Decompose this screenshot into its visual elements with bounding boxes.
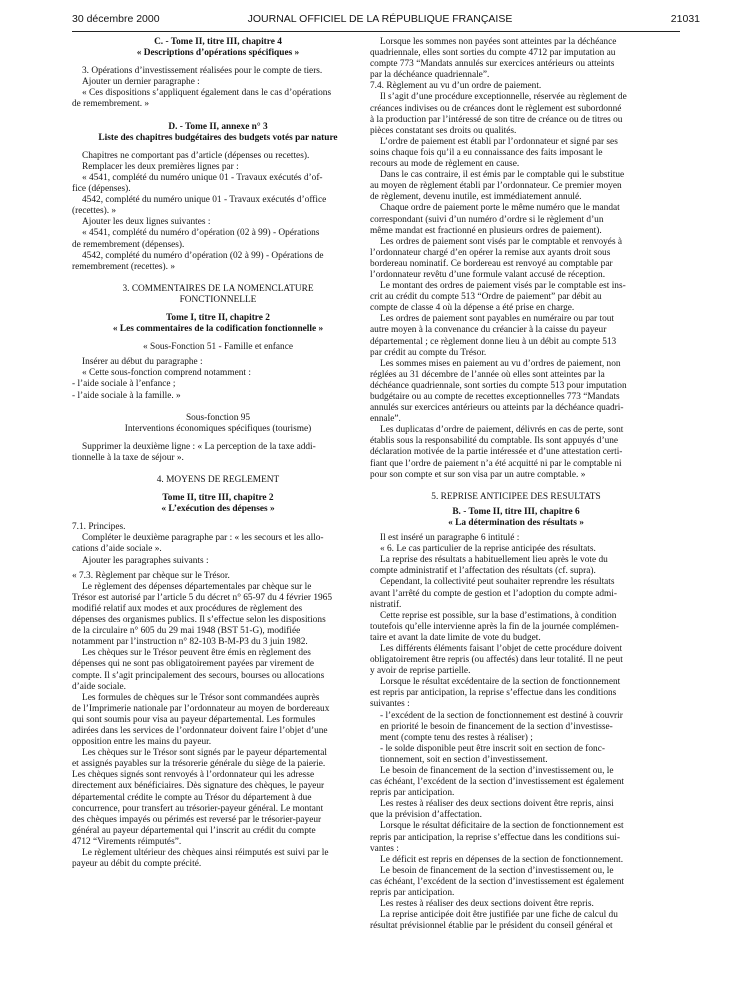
spacer — [72, 515, 364, 522]
section-heading: 4. MOYENS DE RÈGLEMENT — [156, 475, 280, 485]
spacer — [72, 335, 364, 342]
text-line: Le besoin de financement de la section d’investissement ou, le — [380, 766, 614, 776]
spacer — [72, 486, 364, 493]
text-line: - le solde disponible peut être inscrit soit en section de fonc- — [380, 743, 605, 754]
text-line: Les différents éléments faisant l’objet de cette procédure doivent — [380, 643, 623, 654]
text-line: Il est inséré un paragraphe 6 intitulé : — [380, 533, 520, 544]
text-line: l’ordonnateur chargé d’en opérer la remise aux ayants droit sous — [370, 247, 611, 258]
text-line: fiant que l’ordre de paiement n’a été acquitté ni par le comptable ni — [370, 458, 622, 469]
section-heading: B. - Tome II, titre III, chapitre 6 — [452, 506, 580, 517]
section-heading: « Descriptions d’opérations spécifiques » — [136, 48, 300, 59]
text-line: que la prévision d’affectation. — [370, 810, 482, 821]
text-line: par la déchéance quadriennale”. — [370, 70, 490, 81]
text-line: pour son compte et sur son visa par un autre comptable. » — [370, 469, 586, 480]
text-line: des chèques impayés ou périmés est reversé par le trésorier-payeur — [72, 814, 322, 825]
text-line: tionnement, soit en section d’investissement. — [380, 754, 548, 765]
left-column — [72, 37, 364, 870]
text-line: Dans le cas contraire, il est émis par le comptable qui le substitue — [380, 170, 625, 181]
text-line: « Ces dispositions s’appliquent également dans le cas d’opérations — [82, 88, 332, 99]
text-line: général au payeur départemental qui l’inscrit au crédit du compte — [72, 825, 316, 836]
section-heading: Interventions économiques spécifiques (tourisme) — [124, 423, 312, 434]
spacer — [72, 306, 364, 313]
text-line: Ajouter les deux lignes suivantes : — [82, 217, 211, 228]
text-line: « 7.3. Règlement par chèque sur le Trésor. — [72, 570, 230, 581]
text-line: obligatoirement être repris (ou affectés) dans leur totalité. Il ne peut — [370, 655, 623, 666]
text-line: 7.4. Règlement au vu d’un ordre de paiement. — [370, 81, 542, 92]
text-line: et assignés payables sur la trésorerie générale du siège de la paierie. — [72, 759, 326, 770]
text-line: cas échéant, l’excédent de la section d’investissement est également — [370, 777, 624, 788]
text-line: Les ordres de paiement sont payables en numéraire ou par tout — [380, 314, 615, 325]
text-line: départemental ; ce règlement donne lieu à un débit au compte 513 — [370, 336, 617, 347]
section-heading: « L’exécution des dépenses » — [161, 504, 275, 515]
section-heading: 5. REPRISE ANTICIPÉE DES RÉSULTATS — [431, 491, 601, 502]
text-line: Ajouter un dernier paragraphe : — [82, 77, 200, 88]
text-line: 4542, complété du numéro unique 01 - Travaux exécutés d’office — [82, 195, 327, 206]
text-line: crit au crédit du compte 513 “Ordre de paiement” par débit au — [370, 292, 602, 303]
text-line: Les sommes mises en paiement au vu d’ordres de paiement, non — [380, 358, 621, 369]
spacer — [72, 144, 364, 151]
text-line: adirées dans les services de l’ordonnateur doivent faire l’objet d’une — [72, 725, 328, 736]
text-line: Les formules de chèques sur le Trésor sont commandées auprès — [82, 692, 320, 703]
text-line: concurrence, pour transfert au trésorier-payeur général. Le montant — [72, 803, 324, 814]
text-line: Le règlement des dépenses départementales par chèque sur le — [82, 581, 312, 592]
text-line: L’ordre de paiement est établi par l’ordonnateur et signé par ses — [380, 136, 618, 147]
text-line: repris par anticipation. — [370, 888, 455, 899]
text-line: - l’aide sociale à l’enfance ; — [72, 379, 176, 390]
spacer — [72, 59, 364, 66]
text-line: dépenses des organismes publics. Il s’effectue selon les dispositions — [72, 615, 326, 626]
text-line: « 6. Le cas particulier de la reprise anticipée des résultats. — [380, 544, 596, 555]
text-line: Les ordres de paiement sont visés par le comptable et renvoyés à — [380, 236, 623, 247]
text-line: Cependant, la collectivité peut souhaiter reprendre les résultats — [380, 577, 615, 588]
text-line: Compléter le deuxième paragraphe par : « les secours et les allo- — [82, 533, 324, 544]
text-line: opposition entre les mains du payeur. — [72, 737, 212, 748]
text-line: Les restes à réaliser des deux sections doivent être repris, ainsi — [380, 799, 614, 810]
text-line: suivantes : — [370, 699, 410, 710]
section-heading: « Sous-Fonction 51 - Famille et enfance — [143, 342, 293, 353]
section-heading: FONCTIONNELLE — [179, 294, 257, 305]
text-line: d’aide sociale. — [72, 681, 126, 692]
text-line: de remembrement. » — [72, 99, 150, 110]
section-heading: D. - Tome II, annexe n° 3 — [168, 121, 268, 132]
text-line: Trésor est autorisé par l’article 5 du décret n° 65-97 du 4 février 1965 — [72, 592, 333, 603]
text-line: 3. Opérations d’investissement réalisées pour le compte de tiers. — [82, 66, 323, 77]
text-line: - l’excédent de la section de fonctionnement est destiné à couvrir — [380, 710, 623, 721]
text-line: repris par anticipation. — [370, 788, 455, 799]
text-line: en priorité le besoin de financement de la section d’investisse- — [380, 721, 613, 732]
text-line: Lorsque le résultat excédentaire de la section de fonctionnement — [380, 677, 621, 688]
text-line: ment (compte tenu des restes à réaliser) ; — [380, 732, 533, 743]
text-line: Lorsque les sommes non payées sont atteintes par la déchéance — [380, 37, 617, 47]
text-line: « 4541, complété du numéro d’opération (02 à 99) - Opérations — [82, 228, 320, 239]
text-line: Chapitres ne comportant pas d’article (dépenses ou recettes). — [82, 150, 310, 161]
text-line: Les chèques signés sont renvoyés à l’ordonnateur qui les adresse — [72, 770, 315, 781]
page-header — [0, 13, 752, 29]
text-line: Le déficit est repris en dépenses de la section de fonctionnement. — [380, 854, 624, 865]
header-rule — [72, 31, 680, 32]
text-line: qui sont soumis pour visa au payeur départemental. Les formules — [72, 714, 316, 725]
text-line: directement aux bénéficiaires. Dès signature des chèques, le payeur — [72, 781, 325, 792]
section-heading: Sous-fonction 95 — [185, 412, 251, 423]
text-line: Le règlement ultérieur des chèques ainsi réimputés est suivi par le — [82, 848, 329, 858]
text-line: de la circulaire n° 605 du 29 mai 1948 (BST 51-G), modifiée — [72, 626, 301, 637]
text-line: compte 773 “Mandats annulés sur exercices antérieurs ou atteints — [370, 59, 615, 70]
text-line: payeur au débit du compte précité. — [72, 859, 202, 870]
text-line: vantes : — [370, 843, 399, 854]
text-line: (recettes). » — [72, 206, 117, 217]
text-line: Il s’agit d’une procédure exceptionnelle, réservée au règlement de — [380, 92, 627, 103]
spacer — [72, 111, 364, 122]
text-line: Insérer au début du paragraphe : — [82, 357, 203, 368]
text-line: au moyen de règlement établi par l’ordonnateur. Ce premier moyen — [370, 181, 622, 192]
text-line: pièces constatant ses droits ou qualités. — [370, 125, 517, 136]
text-line: dépenses qui ne sont pas obligatoirement payées par virement de — [72, 659, 315, 670]
text-line: tionnelle à la taxe de séjour ». — [72, 452, 184, 463]
text-line: l’ordonnateur revêtu d’une formule valant accusé de réception. — [370, 269, 606, 280]
text-line: par crédit au compte du Trésor. — [370, 347, 487, 358]
section-heading: Tome II, titre III, chapitre 2 — [162, 493, 274, 504]
text-line: ennale”. — [370, 414, 401, 425]
text-line: réglées au 31 décembre de l’année où elles sont atteintes par la — [370, 369, 605, 380]
header-date: 30 décembre 2000 — [72, 13, 160, 25]
text-line: compte administratif et l’affectation des résultats (cf. supra). — [370, 566, 596, 577]
text-line: notamment par l’instruction n° 82-103 B-M-P3 du 3 juin 1982. — [72, 637, 308, 648]
text-line: même mandat est fractionné en plusieurs ordres de paiement). — [370, 225, 602, 236]
spacer — [72, 464, 364, 475]
header-page-number: 21031 — [670, 13, 700, 25]
text-line: recours au mode de règlement en cause. — [370, 159, 520, 170]
text-line: Supprimer la deuxième ligne : « La perception de la taxe addi- — [82, 441, 316, 452]
text-line: déchéance quadriennale, sont sorties du compte 513 pour imputation — [370, 380, 627, 391]
text-line: Remplacer les deux premières lignes par : — [82, 161, 239, 172]
spacer — [370, 481, 662, 492]
text-line: « 4541, complété du numéro unique 01 - Travaux exécutés d’of- — [82, 172, 323, 183]
text-line: remembrement (recettes). » — [72, 261, 175, 272]
header-journal-title: JOURNAL OFFICIEL DE LA RÉPUBLIQUE FRANÇAISE — [247, 13, 513, 25]
text-line: cations d’aide sociale ». — [72, 544, 162, 555]
spacer — [72, 435, 364, 442]
spacer — [72, 402, 364, 413]
text-line: Le montant des ordres de paiement visés par le comptable est ins- — [380, 281, 626, 292]
text-line: soins chaque fois qu’il a eu connaissance des faits imposant le — [370, 147, 603, 158]
text-line: Les chèques sur le Trésor sont signés par le payeur départemental — [82, 748, 327, 759]
text-line: taire et avant la date limite de vote du budget. — [370, 632, 541, 643]
text-line: déclaration motivée de la partie intéressée et d’une attestation certi- — [370, 447, 623, 458]
text-line: créances indivises ou de créances dont le règlement est subordonné — [370, 103, 622, 114]
text-line: de remembrement (dépenses). — [72, 239, 185, 250]
text-line: Cette reprise est possible, sur la base d’estimations, à condition — [380, 610, 617, 621]
section-heading: Liste des chapitres budgétaires des budgets votés par nature — [98, 132, 338, 143]
text-line: résultat prévisionnel établie par le président du conseil général et — [370, 921, 613, 932]
text-line: compte. Il s’agit principalement des secours, bourses ou allocations — [72, 670, 325, 681]
text-line: Les chèques sur le Trésor peuvent être émis en règlement des — [82, 648, 311, 659]
section-heading: Tome I, titre II, chapitre 2 — [166, 312, 270, 323]
text-line: à la production par l’intéressé de son titre de créance ou de titres ou — [370, 114, 623, 125]
text-line: annulés sur exercices antérieurs ou atteints par la déchéance quadri- — [370, 403, 624, 414]
text-line: cas échéant, l’excédent de la section d’investissement est également — [370, 876, 624, 887]
text-line: La reprise des résultats a habituellement lieu après le vote du — [380, 555, 608, 566]
text-line: compte de classe 4 où la dépense a été prise en charge. — [370, 303, 575, 314]
text-line: Chaque ordre de paiement porte le même numéro que le mandat — [380, 203, 620, 214]
text-line: de l’Imprimerie nationale par l’ordonnateur au moyen de bordereaux — [72, 703, 330, 714]
text-line: nistratif. — [370, 599, 402, 610]
text-line: toutefois qu’elle intervienne après la fin de la journée complémen- — [370, 621, 619, 632]
text-line: modifié relatif aux modes et aux procédures de règlement des — [72, 603, 303, 614]
text-line: 7.1. Principes. — [72, 522, 126, 533]
text-line: - l’aide sociale à la famille. » — [72, 390, 181, 401]
text-line: « Cette sous-fonction comprend notamment : — [82, 368, 251, 379]
text-line: Le besoin de financement de la section d’investissement ou, le — [380, 865, 614, 876]
text-line: Ajouter les paragraphes suivants : — [82, 555, 209, 566]
section-heading: « La détermination des résultats » — [448, 517, 584, 528]
text-line: Les duplicatas d’ordre de paiement, délivrés en cas de perte, sont — [380, 425, 624, 436]
text-line: établis sous la responsabilité du comptable. Ils sont appuyés d’une — [370, 436, 619, 447]
text-line: 4542, complété du numéro d’opération (02 à 99) - Opérations de — [82, 250, 324, 261]
section-heading: C. - Tome II, titre III, chapitre 4 — [154, 37, 282, 47]
text-line: avant l’arrêté du compte de gestion et l’adoption du compte admi- — [370, 588, 618, 599]
text-line: 4712 “Virements réimputés”. — [72, 836, 182, 847]
text-line: de règlement, devenu inutile, est immédiatement annulé. — [370, 192, 582, 203]
spacer — [72, 273, 364, 284]
text-line: Lorsque le résultat déficitaire de la section de fonctionnement est — [380, 821, 624, 832]
text-line: budgétaire ou au compte de recettes exceptionnelles 773 “Mandats — [370, 392, 620, 402]
text-line: fice (dépenses). — [72, 184, 131, 195]
text-line: y avoir de reprise partielle. — [370, 666, 471, 677]
text-line: départemental crédite le compte au Trésor du département à due — [72, 792, 312, 803]
text-line: quadriennale, elles sont sorties du compte 4712 par imputation au — [370, 48, 616, 59]
text-line: repris par anticipation, la reprise s’effectue dans les conditions sui- — [370, 832, 620, 843]
text-line: autre moyen à la convenance du créancier à la caisse du payeur — [370, 325, 607, 336]
text-line: Les restes à réaliser des deux sections doivent être repris. — [380, 899, 594, 910]
text-line: bordereau nominatif. Ce bordereau est renvoyé au comptable par — [370, 258, 613, 269]
right-column — [370, 37, 662, 932]
section-heading: 3. COMMENTAIRES DE LA NOMENCLATURE — [122, 283, 314, 294]
text-line: La reprise anticipée doit être justifiée par une fiche de calcul du — [380, 910, 618, 921]
text-line: est repris par anticipation, la reprise s’effectue dans les conditions — [370, 688, 617, 699]
section-heading: « Les commentaires de la codification fonctionnelle » — [112, 324, 324, 335]
text-line: correspondant (suivi d’un numéro d’ordre si le règlement d’un — [370, 214, 604, 225]
